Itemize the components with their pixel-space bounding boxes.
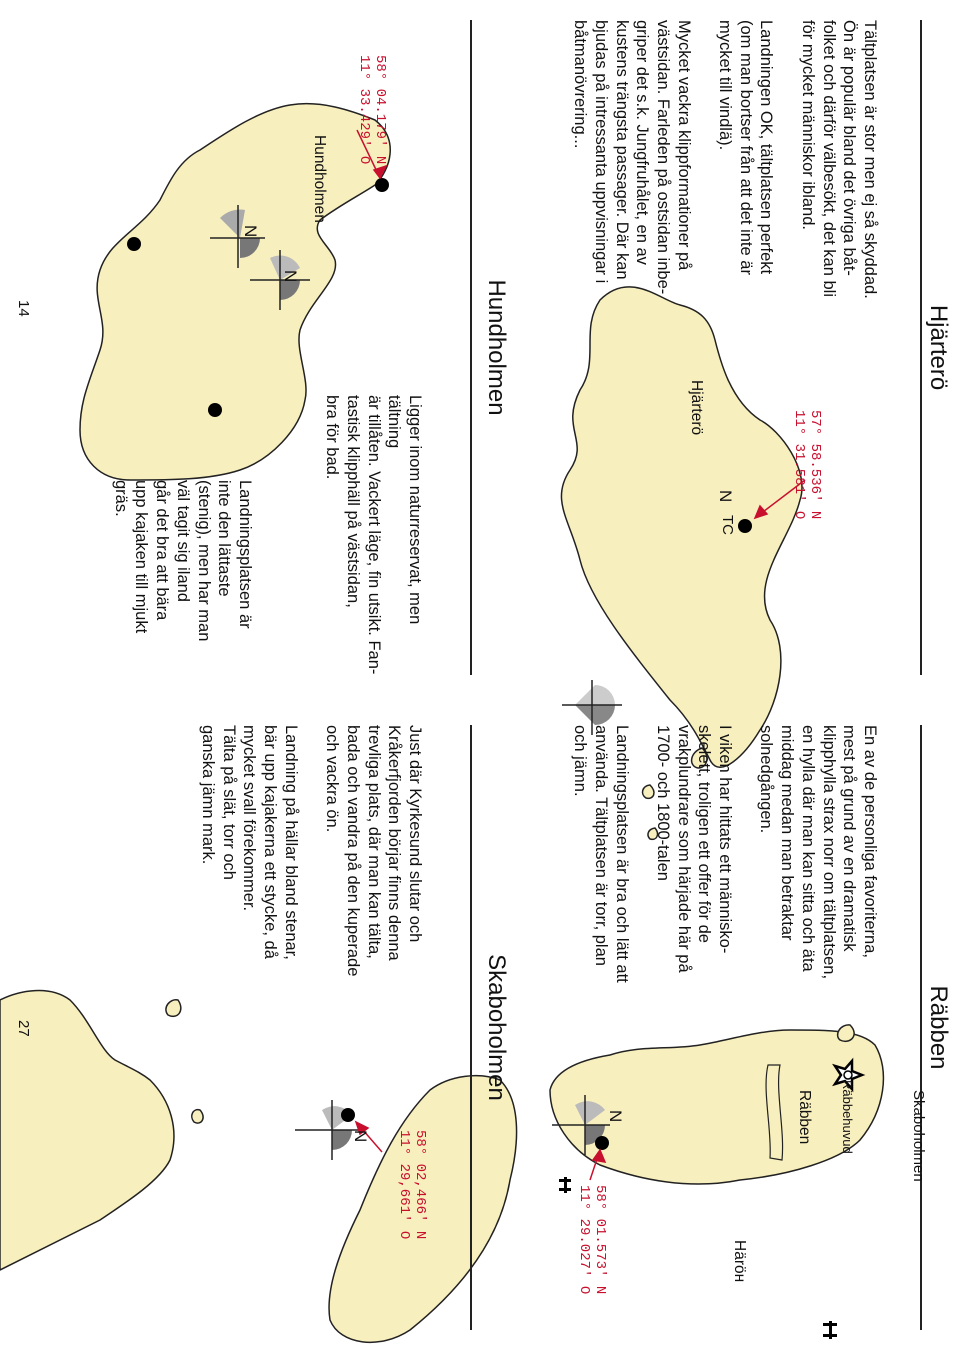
hjartero-rule [920, 20, 922, 675]
hjartero-heading: Hjärterö [925, 304, 952, 391]
skaboholmen-coordinates: 58° 02,466' N 11° 29,661' O [396, 1130, 428, 1240]
hundholmen-heading: Hundholmen [483, 279, 510, 416]
rabben-paragraph-2: I viken har hittats ett människo- skelett, troligen ett offer för de vrakplundrare som härjade här på 1700- och 1800-talen [653, 725, 735, 973]
hjartero-tc-label: TC [719, 515, 736, 535]
rabben-rule [920, 725, 922, 1330]
hjartero-coordinates: 57° 58.536' N 11° 31.581' O [791, 410, 823, 520]
hjartero-paragraph-1: Tältplatsen är stor men ej så skyddad. Ön är populär bland det övriga båt- folket och därför välbesökt, det kan bli för mycket människor ibland. [798, 20, 879, 299]
hundholmen-text-bottom: Landningsplatsen är inte den lättaste (stenig), men har man väl tagit sig iland går det bra att bära upp kajaken till mjukt gräs. [111, 480, 254, 642]
hundholmen-coordinates: 58° 04.179' N 11° 33.429' O [356, 55, 388, 165]
skaboholmen-heading: Skaboholmen [483, 954, 510, 1101]
hjartero-text [549, 20, 880, 310]
rabbehuvud-label: Räbbehuvud [840, 1080, 855, 1154]
hjartero-compass-n: N [716, 490, 735, 503]
rabben-paragraph-3: Landningsplatsen är bra och lätt att använda. Tältplatsen är torr, plan och jämn. [571, 725, 631, 983]
wreck-icon-2 [823, 1321, 837, 1339]
page-number-right: 27 [15, 1020, 32, 1037]
hundholmen-compass-n-1: N [241, 225, 260, 238]
skaboholmen-text [177, 725, 425, 1050]
skaboholmen-paragraph-1: Just där Kyrkesund slutar och Kråkerfjorden börjar finns denna trevliga plats, där man kan tälta, bada och vandra på den kuperade och vackra ön. [323, 725, 424, 977]
rabben-text [549, 725, 880, 1065]
rabben-paragraph-1: En av de personliga favoriterna, mest på grund av en dramatisk klipphylla strax norr om tältplatsen, en hylla där man kan sitta och äta middag medan man betraktar solnedgången. [757, 725, 879, 980]
hundholmen-island-label: Hundholmen [311, 135, 328, 223]
skabo-islet-2 [192, 1110, 203, 1123]
skaboholmen-island-label: Skaboholmen [910, 1090, 927, 1182]
hundholmen-compass-n-2: N [281, 270, 300, 283]
skaboholmen-compass-n: N [351, 1130, 370, 1143]
rabben-compass-n: N [606, 1110, 625, 1123]
page-number-left: 14 [15, 300, 32, 317]
rabben-coordinates: 58° 01.573' N 11° 29.027' O [576, 1185, 608, 1295]
haron-label: Häröн [731, 1240, 748, 1283]
hjartero-paragraph-3: Mycket vackra klippformationer på västsidan. Farleden på ostsidan inbe- griper det s.k. Jungfruhålet, en av kustens trängsta passager. Där kan bjudas på intressanta uppvisningar i båtmanövrering... [571, 20, 693, 295]
rabben-island-label: Räbben [796, 1090, 813, 1145]
wreck-icon-1 [559, 1177, 571, 1193]
hundholmen-text-right: Ligger inom naturreservat, men tältning är tillåten. Vackert läge, fin utsikt. Fan- tastisk klipphäll på västsidan, bra för bad. [323, 395, 424, 675]
hjartero-island-label: Hjärterö [688, 380, 705, 436]
rabben-heading: Räbben [925, 985, 952, 1070]
hundholmen-rule [470, 20, 472, 675]
skaboholmen-paragraph-2: Landning på hällar bland stenar, bär upp kajakerna ett stycke, då mycket svall förekommer. Tälta på slät, torr och ganska jämn mark. [198, 725, 300, 960]
hjartero-paragraph-2: Landningen OK, tältplatsen perfekt (om man bortser från att det inte är mycket till vindlä). [716, 20, 776, 275]
skaboholmen-rule [470, 725, 472, 1330]
